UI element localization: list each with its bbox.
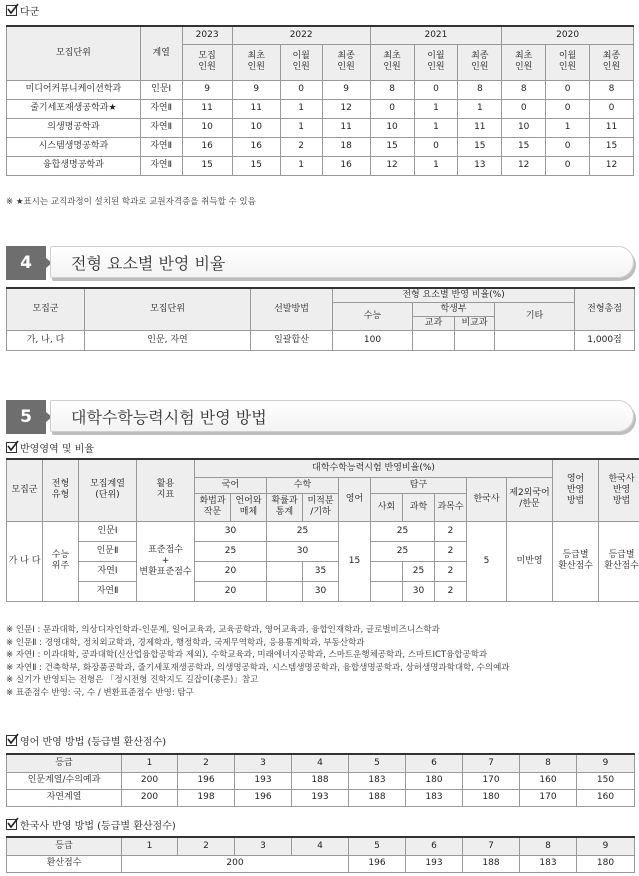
col-grade-n: 6 [406,837,463,855]
cell-track: 인문Ⅰ [79,521,137,541]
col-grade: 등급 [7,837,122,855]
note-line: ※ 인문Ⅱ : 경영대학, 정치외교학과, 경제학과, 행정학과, 국제무역학과, 응용통계학과, 부동산학과 [6,637,365,648]
section5-banner [6,400,634,434]
cell-foreign: 미반영 [507,521,553,601]
cell-index: 표준점수 + 변환표준점수 [137,521,195,601]
cell-value: 8 [458,80,502,99]
cell-inquiry-empty [371,581,403,601]
col-sub-0: 최초 인원 [502,44,546,80]
cell-value: 1 [280,99,322,118]
col-grade-n: 2 [178,754,235,772]
cell-track: 자연Ⅱ [140,156,182,175]
col-sub-0: 최초 인원 [370,44,414,80]
col-eng-method: 영어 반영 방법 [553,459,599,521]
cell-group: 가, 나, 다 [7,330,85,350]
cell-track: 자연Ⅱ [140,99,182,118]
cell-math: 35 [303,561,339,581]
col-english: 영어 [339,477,371,521]
cell-history: 5 [467,521,507,601]
cell-value: 11 [322,118,370,137]
col-grade-n: 4 [292,837,349,855]
cell-label: 자연계열 [7,789,122,806]
cell-korean: 20 [195,561,267,581]
section5-title: 대학수학능력시험 반영 방법 [50,400,634,432]
col-year-2022: 2022 [232,26,370,44]
cell-value: 1 [280,156,322,175]
cell-value: 11 [458,118,502,137]
col-unit: 모집단위 [85,288,251,330]
cell-value: 0 [546,137,590,156]
col-sub-1: 이월 인원 [414,44,458,80]
cell-value: 1 [414,156,458,175]
cell-score: 180 [577,855,635,872]
cell-count: 2 [435,521,467,541]
cell-method: 일괄합산 [251,330,333,350]
cell-value: 0 [546,99,590,118]
cell-eng-method: 등급별 환산점수 [553,521,599,601]
col-group: 모집군 [7,459,43,521]
cell-value: 16 [322,156,370,175]
cell-value: 9 [322,80,370,99]
cell-math-empty [267,581,303,601]
col-grade-n: 7 [463,754,520,772]
col-k2: 언어와 매체 [231,493,267,521]
note-line: ※ 자연Ⅰ : 이과대학, 공과대학(신산업융합공학과 제외), 수학교육과, 미래에너지공학과, 스마트운행체공학과, 스마트ICT융합공학과 [6,650,488,661]
cell-inquiry: 30 [403,581,435,601]
col-m1: 확률과 통계 [267,493,303,521]
table-row [7,789,635,806]
cell-value: 15 [182,156,232,175]
cell-value: 9 [182,80,232,99]
col-unit: 모집단위 [7,26,141,80]
history-table [6,836,635,873]
col-track: 계열 [140,26,182,80]
cell-score: 188 [463,855,520,872]
cell-value: 12 [322,99,370,118]
table-row [7,99,634,118]
cell-value: 15 [232,156,280,175]
cell-score: 200 [122,789,178,806]
table-row [7,80,634,99]
col-subject: 교과 [413,316,455,330]
cell-score: 193 [292,789,349,806]
cell-track: 자연Ⅰ [79,561,137,581]
csat-table [6,458,639,602]
cell-score: 198 [178,789,235,806]
col-grade-n: 7 [463,837,520,855]
section5-number: 5 [6,400,46,434]
col-t2: 과학 [403,493,435,521]
cell-value: 10 [370,118,414,137]
cell-score: 170 [463,772,520,789]
cell-korean: 25 [195,541,267,561]
col-sub-1: 이월 인원 [280,44,322,80]
table-row [7,855,635,872]
col-grade-n: 6 [406,754,463,772]
history-method-heading: 한국사 반영 방법 (등급별 환산점수) [6,817,176,832]
cell-value: 15 [502,137,546,156]
cell-value: 12 [590,156,634,175]
note-line: ※ 표준점수 반영: 국, 수 / 변환표준점수 반영: 탐구 [6,687,194,698]
cell-score: 183 [349,772,406,789]
col-history: 한국사 [467,477,507,521]
cell-score: 160 [520,772,577,789]
cell-value: 8 [590,80,634,99]
cell-hist-method: 등급별 환산점수 [599,521,639,601]
cell-score: 196 [349,855,406,872]
cell-score: 193 [406,855,463,872]
cell-count: 2 [435,541,467,561]
col-suneung: 수능 [333,302,413,330]
cell-korean: 20 [195,581,267,601]
note-line: ※ 인문Ⅰ : 문과대학, 의상디자인학과-인문계, 일어교육과, 교육공학과, 영어교육과, 융합인재학과, 글로벌비즈니스학과 [6,625,440,635]
cell-value: 8 [370,80,414,99]
cell-value: 12 [502,156,546,175]
cell-value: 12 [370,156,414,175]
english-table [6,753,635,807]
cell-value: 15 [458,137,502,156]
table-row [7,156,634,175]
col-sub-0: 최초 인원 [232,44,280,80]
col-grade-n: 8 [520,754,577,772]
cell-unit: 시스템생명공학과 [7,137,141,156]
col-grade-n: 5 [349,837,406,855]
table-row [7,521,639,541]
cell-score: 200 [122,772,178,789]
col-grade: 등급 [7,754,122,772]
col-grade-n: 9 [577,754,635,772]
cell-score: 150 [577,772,635,789]
col-type: 전형 유형 [43,459,79,521]
col-year-2023: 2023 [182,26,232,44]
col-t1: 사회 [371,493,403,521]
cell-value: 11 [232,99,280,118]
col-sub-2: 최종 인원 [590,44,634,80]
note-line: ※ 실기가 반영되는 전형은 「정시전형 진학지도 길잡이(총론)」참고 [6,675,259,686]
cell-score: 188 [349,789,406,806]
cell-score-merged: 200 [122,855,349,872]
cell-inquiry: 25 [371,521,435,541]
cell-score: 193 [235,772,292,789]
col-hist-method: 한국사 반영 방법 [599,459,639,521]
col-method: 선발방법 [251,288,333,330]
section-da-title: 다군 [20,7,40,18]
cell-subject [413,330,455,350]
cell-math: 30 [267,541,339,561]
cell-score: 180 [406,772,463,789]
section-da-note: ※ ★표시는 교직과정이 설치된 학과로 교원자격증을 취득할 수 있음 [6,197,256,207]
cell-count: 2 [435,581,467,601]
cell-type: 수능 위주 [43,521,79,601]
checkbox-icon [6,5,17,16]
cell-math: 25 [267,521,339,541]
col-sub-2: 최종 인원 [322,44,370,80]
col-year-2020: 2020 [502,26,634,44]
cell-unit: 줄기세포재생공학과★ [7,99,141,118]
col-nonsubject: 비교과 [455,316,495,330]
cell-value: 10 [182,118,232,137]
cell-value: 0 [546,156,590,175]
cell-score: 196 [235,789,292,806]
cell-score: 170 [520,789,577,806]
cell-track: 자연Ⅱ [140,118,182,137]
col-foreign: 제2외국어 /한문 [507,477,553,521]
cell-unit: 미디어커뮤니케이션학과 [7,80,141,99]
cell-score: 196 [178,772,235,789]
cell-value: 18 [322,137,370,156]
cell-english: 15 [339,521,371,601]
col-k1: 화법과 작문 [195,493,231,521]
cell-inquiry-empty [371,561,403,581]
cell-nonsubject [455,330,495,350]
col-group: 모집군 [7,288,85,330]
cell-math-empty [267,561,303,581]
cell-unit: 의생명공학과 [7,118,141,137]
cell-score: 180 [463,789,520,806]
cell-value: 1 [280,118,322,137]
cell-label: 인문계열/수의예과 [7,772,122,789]
cell-value: 15 [590,137,634,156]
col-grade-n: 9 [577,837,635,855]
recruit-table [6,25,634,176]
cell-value: 0 [280,80,322,99]
cell-value: 2 [280,137,322,156]
section4-number: 4 [6,246,46,280]
col-etc: 기타 [495,302,575,330]
col-grade-n: 8 [520,837,577,855]
cell-value: 1 [458,99,502,118]
col-year-2021: 2021 [370,26,502,44]
cell-score: 188 [292,772,349,789]
cell-value: 0 [546,80,590,99]
col-math: 수학 [267,477,339,493]
col-total: 전형총점 [575,288,635,330]
cell-value: 0 [370,99,414,118]
checkbox-icon [6,735,17,746]
section4-title: 전형 요소별 반영 비율 [50,246,634,278]
cell-score: 160 [577,789,635,806]
checkbox-icon [6,819,17,830]
col-grade-n: 3 [235,837,292,855]
cell-unit: 인문, 자연 [85,330,251,350]
cell-label: 환산점수 [7,855,122,872]
col-grade-n: 1 [122,754,178,772]
col-t3: 과목수 [435,493,467,521]
cell-inquiry: 25 [371,541,435,561]
cell-value: 10 [232,118,280,137]
cell-value: 8 [502,80,546,99]
col-grade-n: 5 [349,754,406,772]
cell-value: 16 [232,137,280,156]
cell-etc [495,330,575,350]
cell-score: 183 [406,789,463,806]
cell-score: 183 [520,855,577,872]
cell-value: 15 [370,137,414,156]
ratio-table [6,287,635,351]
col-grade-n: 2 [178,837,235,855]
cell-value: 0 [502,99,546,118]
cell-value: 0 [414,80,458,99]
col-sub-2: 최종 인원 [458,44,502,80]
cell-value: 13 [458,156,502,175]
col-grade-n: 3 [235,754,292,772]
cell-value: 16 [182,137,232,156]
col-index: 활용 지표 [137,459,195,521]
col-m2: 미적분 /기하 [303,493,339,521]
cell-math: 30 [303,581,339,601]
cell-value: 1 [414,118,458,137]
cell-value: 11 [182,99,232,118]
cell-korean: 30 [195,521,267,541]
cell-value: 10 [502,118,546,137]
cell-suneung: 100 [333,330,413,350]
cell-unit: 융합생명공학과 [7,156,141,175]
cell-value: 0 [414,137,458,156]
cell-track: 인문Ⅰ [140,80,182,99]
cell-value: 9 [232,80,280,99]
english-method-heading: 영어 반영 방법 (등급별 환산점수) [6,733,166,748]
cell-track: 자연Ⅱ [140,137,182,156]
cell-value: 11 [590,118,634,137]
cell-value: 1 [414,99,458,118]
col-record: 학생부 [413,302,495,316]
cell-count: 2 [435,561,467,581]
checkbox-icon [6,442,17,453]
cell-value: 0 [590,99,634,118]
col-korean: 국어 [195,477,267,493]
col-grade-n: 4 [292,754,349,772]
cell-group: 가 나 다 [7,521,43,601]
cell-inquiry: 25 [403,561,435,581]
col-ratio: 전형 요소별 반영 비율(%) [333,288,575,302]
note-line: ※ 자연Ⅱ : 건축학부, 화장품공학과, 줄기세포재생공학과, 의생명공학과, 시스템생명공학과, 융합생명공학과, 상허생명과학대학, 수의예과 [6,662,510,673]
table-row [7,772,635,789]
section4-banner [6,246,634,280]
col-inquiry: 탐구 [371,477,467,493]
table-row [7,137,634,156]
cell-value: 1 [546,118,590,137]
col-grade-n: 1 [122,837,178,855]
section5-subheading: 반영영역 및 비율 [6,440,94,455]
cell-track: 인문Ⅱ [79,541,137,561]
cell-track: 자연Ⅱ [79,581,137,601]
col-2023-count: 모집 인원 [182,44,232,80]
col-track: 모집계열 (단위) [79,459,137,521]
section5-notes [6,624,510,700]
table-row [7,118,634,137]
cell-total: 1,000점 [575,330,635,350]
section-da-heading [6,3,39,18]
col-sub-1: 이월 인원 [546,44,590,80]
col-ratio: 대학수학능력시험 반영비율(%) [195,459,553,477]
